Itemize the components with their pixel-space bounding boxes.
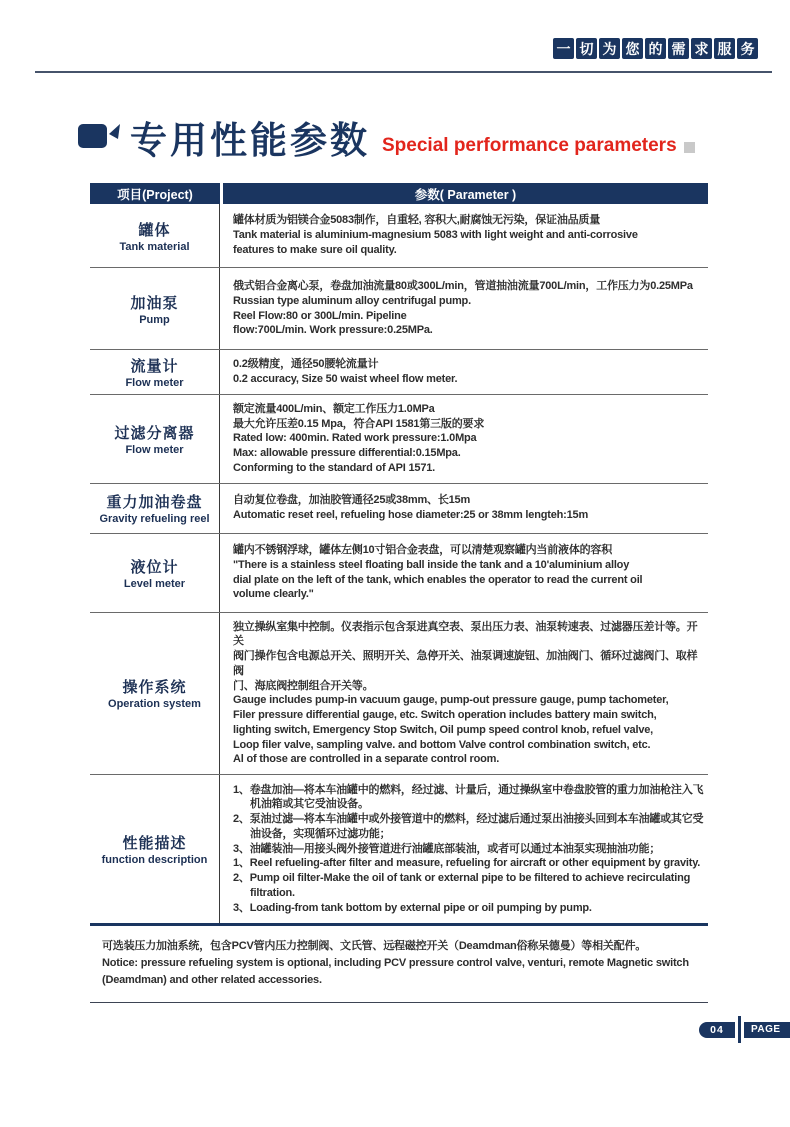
project-cell [90,350,220,394]
project-cell [90,204,220,267]
project-cell [90,484,220,533]
project-name-en: Level meter [123,577,186,590]
page-title-en: Special performance parameters [382,135,677,156]
slogan-char: 服 [714,38,735,59]
project-name-en: Flow meter [125,377,184,389]
slogan-char: 您 [622,38,643,59]
parameter-cell: 俄式铝合金离心泵，卷盘加油流量80或300L/min，管道抽油流量700L/min，工作压力为0.25MPa Russian type aluminum alloy centrifugal pump. Reel Flow:80 or 300L/min. Pipeline flow:700L/min. Work pressure:0.25MPa. [233,280,693,337]
project-name-en: Operation system [108,698,201,711]
table-row-operation-system [90,613,708,775]
table-header [90,183,708,204]
notice-block: 可选装压力加油系统，包含PCV管内压力控制阀、文氏管、远程磁控开关（Deamdman俗称呆德曼）等相关配件。 Notice: pressure refueling system is optional, including PCV pressure control valve, venturi, remote Magnetic switch (Deamdman) and other related accessories. [90,926,708,1003]
project-cell [90,395,220,483]
title-decor-square [684,142,695,153]
project-name-zh: 加油泵 [130,294,179,312]
project-cell [90,613,220,774]
slogan-char: 一 [553,38,574,59]
parameter-cell: 1、卷盘加油—将本车油罐中的燃料，经过滤、计量后，通过操纵室中卷盘胶管的重力加油枪注入飞机油箱或其它受油设备。 2、泵油过滤—将本车油罐中或外接管道中的燃料，经过滤后通过泵出油接头回到本车油罐或其它受油设备，实现循环过滤功能； 3、油罐装油—用接头阀外接管道进行油罐底部装油，或者可以通过本油泵实现抽油功能； 1、Reel refueling-after filter and measure, refueling for aircraft or other equipment by gravity. 2、Pump oil filter-Make the oil of tank or external pipe to be filtered to achieve recirculating filtration. 3、Loading-from tank bottom by external pipe or oil pumping by pump. [233,783,704,914]
page-badge [699,1016,790,1043]
parameter-cell: 独立操纵室集中控制。仪表指示包含泵进真空表、泵出压力表、油泵转速表、过滤器压差计等。开关 阀门操作包含电源总开关、照明开关、急停开关、油泵调速旋钮、加油阀门、循环过滤阀门、取样阀 门、海底阀控制组合开关等。 Gauge includes pump-in vacuum gauge, pump-out pressure gauge, pump tachometer, Filer pressure differential gauge, etc. Switch operation includes battery main switch, lighting switch, Emergency Stop Switch, Oil pump speed control knob, refuel valve, Loop filer valve, sampling valve. and bottom Valve control combination switch, etc. Al of those are controlled in a separate control room. [233,620,698,766]
header-project: 项目(Project) [90,183,220,204]
slogan-char: 求 [691,38,712,59]
project-cell [90,534,220,612]
project-name-en: Gravity refueling reel [99,513,210,526]
table-row-flow-meter [90,350,708,395]
slogan-char: 切 [576,38,597,59]
spec-table [90,183,708,1003]
project-name-en: function description [101,854,208,867]
table-row-tank [90,204,708,268]
project-name-zh: 流量计 [130,358,179,375]
project-name-en: Flow meter [125,443,184,456]
parameter-cell: 自动复位卷盘，加油胶管通径25或38mm、长15m Automatic reset reel, refueling hose diameter:25 or 38mm lengteh:15m [233,494,589,522]
table-row-filter-separator [90,395,708,484]
project-name-zh: 液位计 [130,558,179,576]
project-name-en: Pump [139,313,170,326]
table-row-level-meter [90,534,708,613]
parameter-cell: 0.2级精度，通径50腰轮流量计 0.2 accuracy, Size 50 waist wheel flow meter. [233,358,458,385]
page-title-zh: 专用性能参数 [130,120,370,161]
project-name-zh: 重力加油卷盘 [106,494,203,512]
parameter-cell: 罐内不锈钢浮球，罐体左侧10寸铝合金表盘，可以清楚观察罐内当前液体的容积 "There is a stainless steel floating ball inside the tank and a 10'aluminium alloy dial plate on the left of the tank, which enables the operator to read the current oil volume clearly." [233,544,643,601]
table-row-pump [90,268,708,350]
project-cell [90,268,220,349]
project-name-en: Tank material [119,240,190,253]
page-number: 04 [699,1022,735,1038]
slogan-char: 的 [645,38,666,59]
section-title [78,116,695,159]
flag-icon [78,116,120,155]
table-row-gravity-reel [90,484,708,534]
project-cell [90,775,220,923]
project-name-zh: 罐体 [138,221,171,239]
parameter-cell: 额定流量400L/min、额定工作压力1.0MPa 最大允许压差0.15 Mpa，符合API 1581第三版的要求 Rated low: 400min. Rated work pressure:1.0Mpa Max: allowable pressure differential:0.15Mpa. Conforming to the standard of API 1571. [233,403,485,474]
header-parameter: 参数( Parameter ) [223,183,708,204]
page-badge-separator [738,1016,741,1043]
project-name-zh: 过滤分离器 [114,424,195,442]
slogan-char: 需 [668,38,689,59]
slogan-char: 为 [599,38,620,59]
project-name-zh: 操作系统 [122,679,187,697]
table-row-function-description [90,775,708,923]
header-rule [35,71,772,73]
slogan-char: 务 [737,38,758,59]
header-slogan [551,38,758,59]
project-name-zh: 性能描述 [122,835,187,853]
page-label: PAGE [744,1022,790,1038]
parameter-cell: 罐体材质为铝镁合金5083制作，自重轻, 容积大,耐腐蚀无污染，保证油品质量 Tank material is aluminium-magnesium 5083 with light weight and anti-corrosive features to make sure oil quality. [233,214,638,256]
